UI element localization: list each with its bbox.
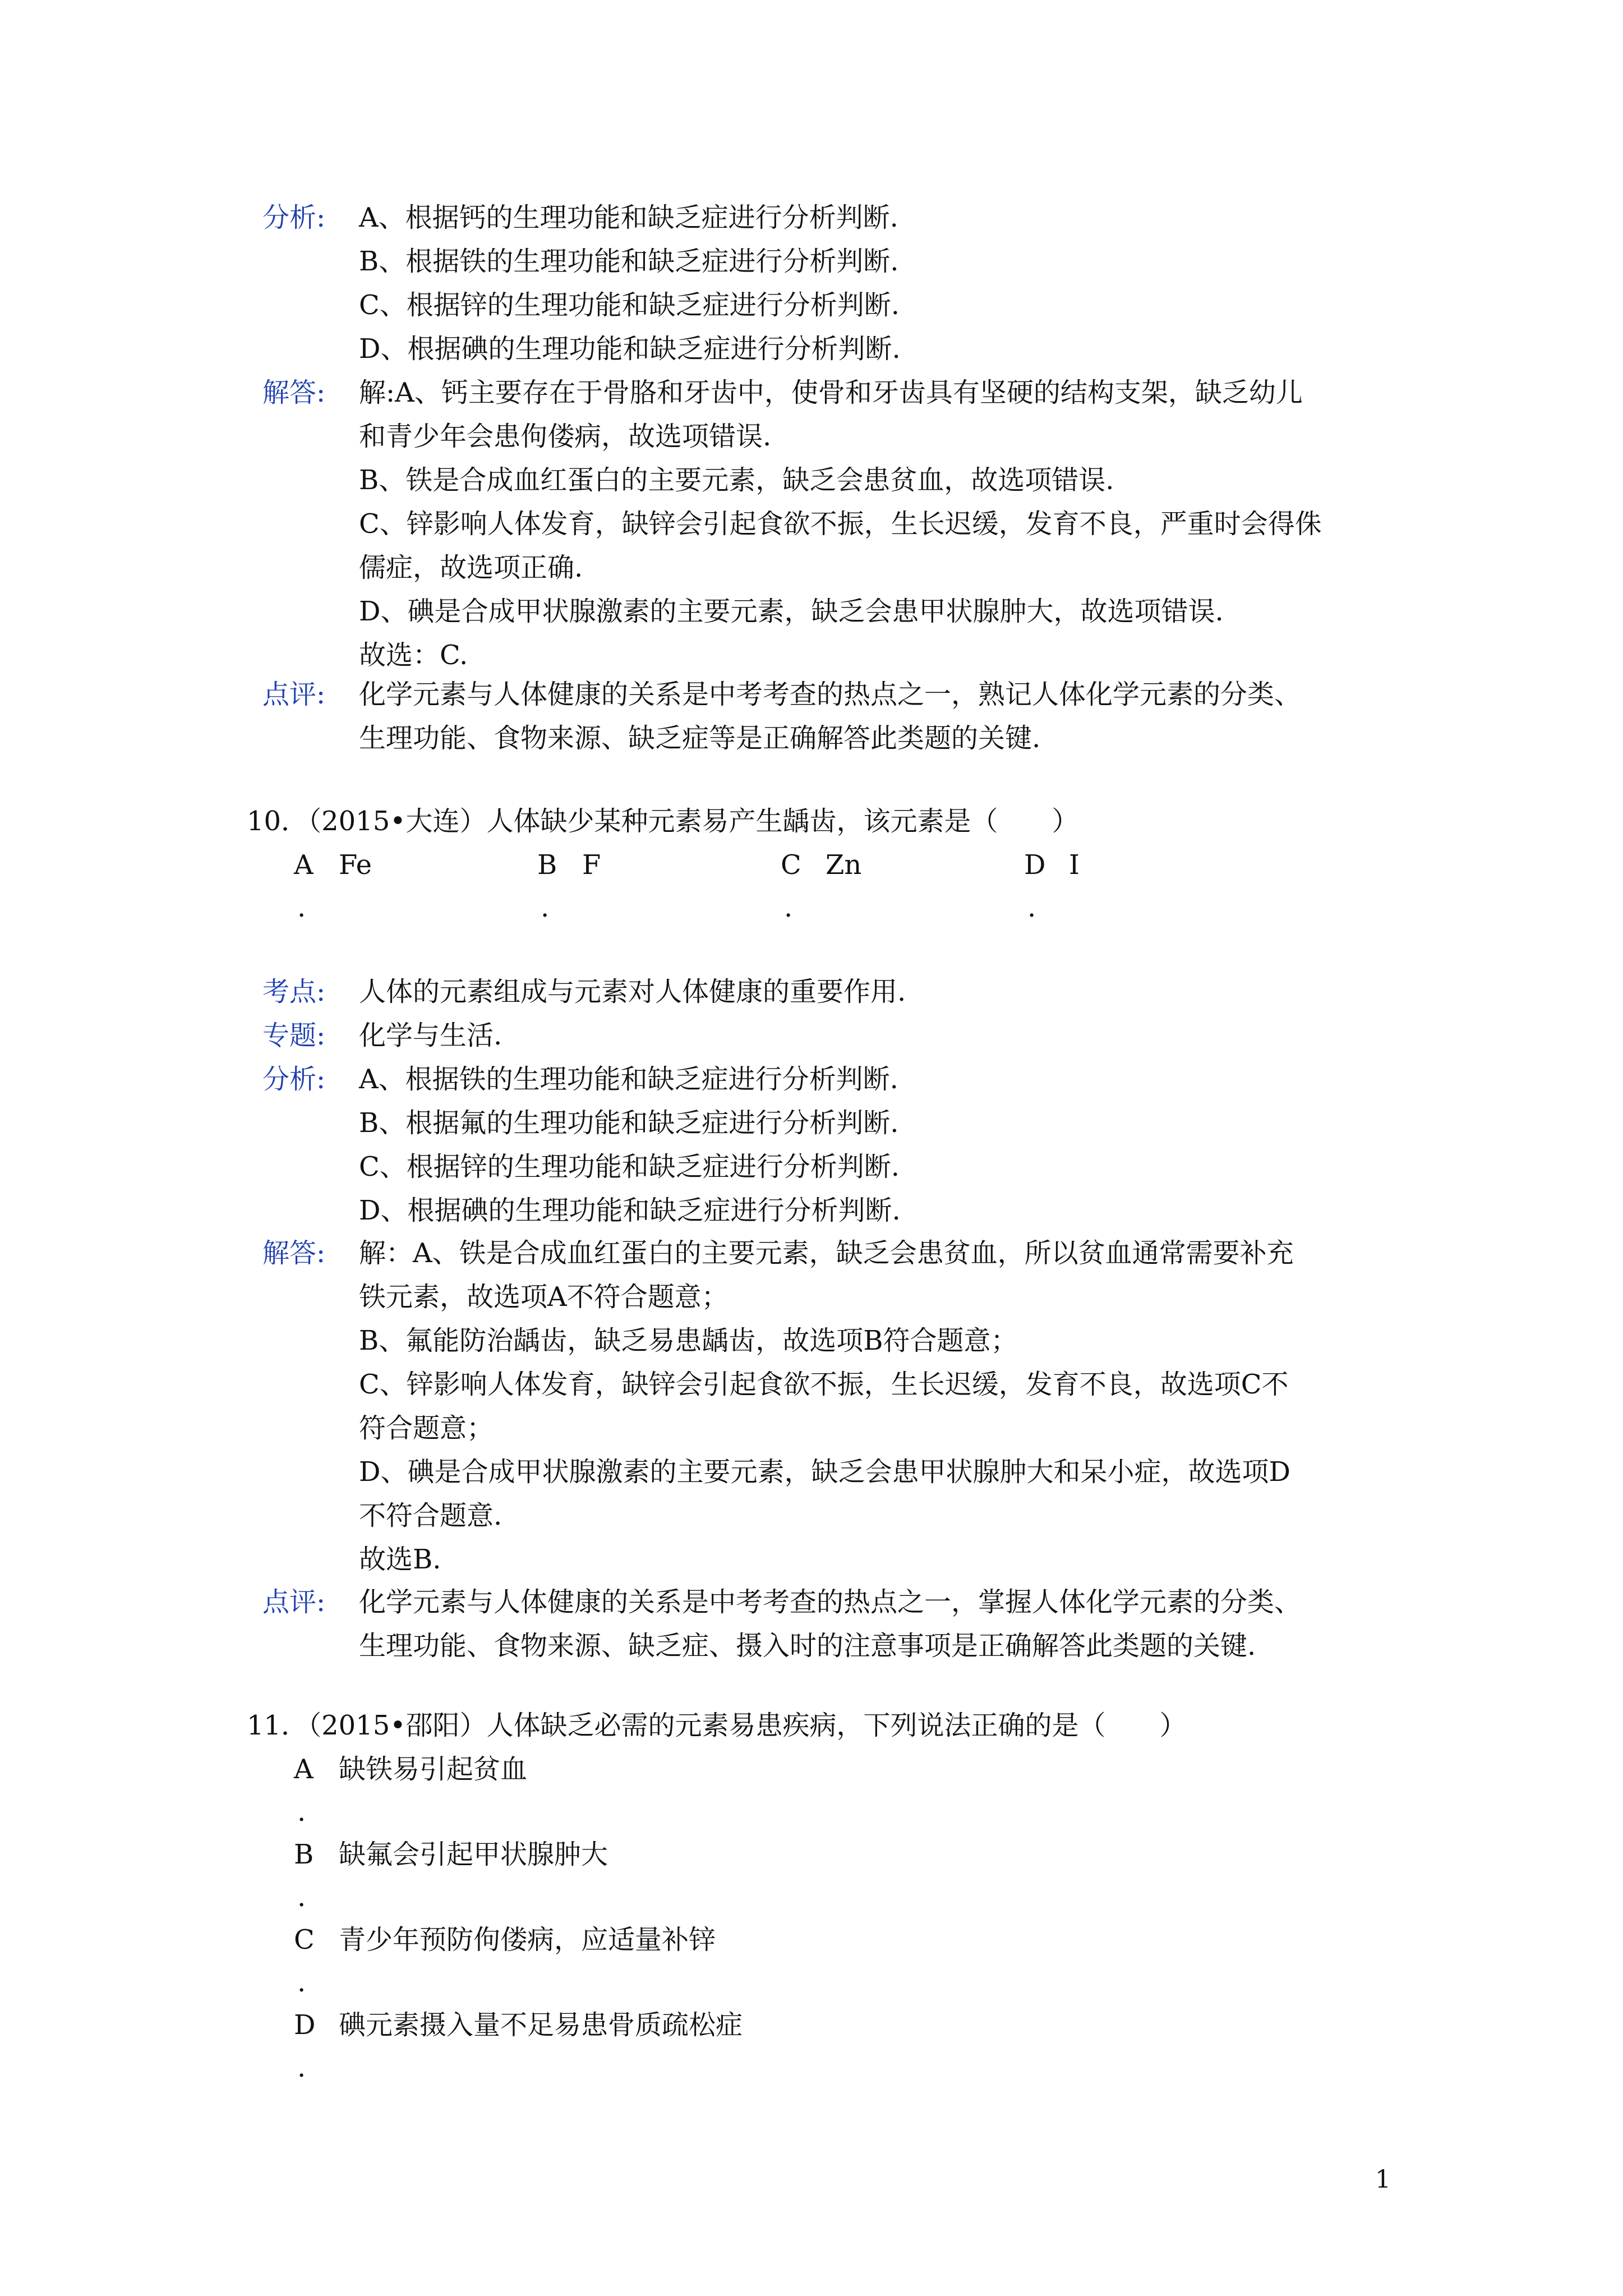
q9-answer-line: 解:A、钙主要存在于骨胳和牙齿中，使骨和牙齿具有坚硬的结构支架，缺乏幼儿 xyxy=(359,377,1303,408)
q10-answer-line: C、锌影响人体发育，缺锌会引起食欲不振，生长迟缓，发育不良，故选项C不 xyxy=(359,1369,1289,1400)
q11-option-a-letter: A xyxy=(294,1754,313,1785)
q10-option-c-text: Zn xyxy=(826,849,862,881)
q9-answer-line: 儒症，故选项正确. xyxy=(359,552,583,583)
q10-answer-line: B、氟能防治龋齿，缺乏易患龋齿，故选项B符合题意； xyxy=(359,1325,1018,1356)
q10-option-d-text: I xyxy=(1069,849,1080,881)
q10-analysis-line: B、根据氟的生理功能和缺乏症进行分析判断. xyxy=(359,1107,899,1139)
q9-analysis-line: A、根据钙的生理功能和缺乏症进行分析判断. xyxy=(359,202,898,233)
q9-comment-label: 点评: xyxy=(262,679,326,710)
q11-option-c-dot: . xyxy=(297,1967,306,1998)
q10-kaodian-text: 人体的元素组成与元素对人体健康的重要作用. xyxy=(359,976,906,1007)
q10-option-c-dot: . xyxy=(784,892,793,923)
q11-option-a-dot: . xyxy=(297,1796,306,1828)
q9-answer-line: D、碘是合成甲状腺激素的主要元素，缺乏会患甲状腺肿大，故选项错误. xyxy=(359,596,1224,627)
q11-option-c-letter: C xyxy=(294,1924,315,1955)
q10-comment-label: 点评: xyxy=(262,1586,326,1618)
q11-option-a-text: 缺铁易引起贫血 xyxy=(339,1754,528,1785)
q10-option-a-text: Fe xyxy=(339,849,372,881)
q11-option-d-dot: . xyxy=(297,2052,306,2083)
q11-option-b-text: 缺氟会引起甲状腺肿大 xyxy=(339,1839,608,1870)
q11-option-d-text: 碘元素摄入量不足易患骨质疏松症 xyxy=(339,2009,743,2041)
q10-analysis-line: C、根据锌的生理功能和缺乏症进行分析判断. xyxy=(359,1151,900,1182)
q9-analysis-label: 分析: xyxy=(262,202,326,233)
q10-option-d-letter: D xyxy=(1024,849,1046,881)
q9-comment-line: 生理功能、食物来源、缺乏症等是正确解答此类题的关键. xyxy=(359,723,1041,754)
q10-option-b-letter: B xyxy=(537,849,557,881)
q11-option-d-letter: D xyxy=(294,2009,316,2041)
q10-option-b-text: F xyxy=(582,849,601,881)
q10-stem: 10．（2015•大连）人体缺少某种元素易产生龋齿，该元素是（ ） xyxy=(247,806,1079,837)
q10-option-a-dot: . xyxy=(297,892,306,923)
q10-answer-line: D、碘是合成甲状腺激素的主要元素，缺乏会患甲状腺肿大和呆小症，故选项D xyxy=(359,1456,1290,1488)
q10-comment-line: 生理功能、食物来源、缺乏症、摄入时的注意事项是正确解答此类题的关键. xyxy=(359,1630,1256,1662)
q10-answer-line: 不符合题意. xyxy=(359,1500,502,1531)
q9-comment-line: 化学元素与人体健康的关系是中考考查的热点之一，熟记人体化学元素的分类、 xyxy=(359,679,1302,710)
q10-answer-line: 解：A、铁是合成血红蛋白的主要元素，缺乏会患贫血，所以贫血通常需要补充 xyxy=(359,1237,1294,1269)
q10-analysis-label: 分析: xyxy=(262,1064,326,1095)
q11-option-b-letter: B xyxy=(294,1839,314,1870)
q10-option-b-dot: . xyxy=(541,892,550,923)
q9-answer-line: B、铁是合成血红蛋白的主要元素，缺乏会患贫血，故选项错误. xyxy=(359,464,1114,496)
q10-option-a-letter: A xyxy=(294,849,313,881)
q11-option-b-dot: . xyxy=(297,1881,306,1913)
q10-kaodian-label: 考点: xyxy=(262,976,326,1007)
page-number: 1 xyxy=(1375,2165,1391,2194)
q9-analysis-line: D、根据碘的生理功能和缺乏症进行分析判断. xyxy=(359,333,901,365)
q9-answer-line: C、锌影响人体发育，缺锌会引起食欲不振，生长迟缓，发育不良，严重时会得侏 xyxy=(359,508,1322,540)
q10-analysis-line: A、根据铁的生理功能和缺乏症进行分析判断. xyxy=(359,1064,898,1095)
q9-answer-line: 故选：C. xyxy=(359,639,468,671)
q10-option-c-letter: C xyxy=(781,849,801,881)
q11-stem: 11．（2015•邵阳）人体缺乏必需的元素易患疾病，下列说法正确的是（ ） xyxy=(247,1710,1187,1741)
q10-option-d-dot: . xyxy=(1027,892,1036,923)
q10-answer-line: 符合题意； xyxy=(359,1412,494,1444)
q10-zhuanti-label: 专题: xyxy=(262,1020,326,1051)
q10-comment-line: 化学元素与人体健康的关系是中考考查的热点之一，掌握人体化学元素的分类、 xyxy=(359,1586,1302,1618)
q11-option-c-text: 青少年预防佝偻病，应适量补锌 xyxy=(339,1924,716,1955)
q9-analysis-line: B、根据铁的生理功能和缺乏症进行分析判断. xyxy=(359,246,899,277)
q10-answer-line: 故选B. xyxy=(359,1544,441,1575)
q10-answer-line: 铁元素，故选项A不符合题意； xyxy=(359,1281,728,1313)
q10-zhuanti-text: 化学与生活. xyxy=(359,1020,502,1051)
q9-answer-line: 和青少年会患佝偻病，故选项错误. xyxy=(359,421,772,452)
q9-analysis-line: C、根据锌的生理功能和缺乏症进行分析判断. xyxy=(359,289,900,321)
q9-answer-label: 解答: xyxy=(262,377,326,408)
q10-analysis-line: D、根据碘的生理功能和缺乏症进行分析判断. xyxy=(359,1195,901,1226)
q10-answer-label: 解答: xyxy=(262,1237,326,1269)
